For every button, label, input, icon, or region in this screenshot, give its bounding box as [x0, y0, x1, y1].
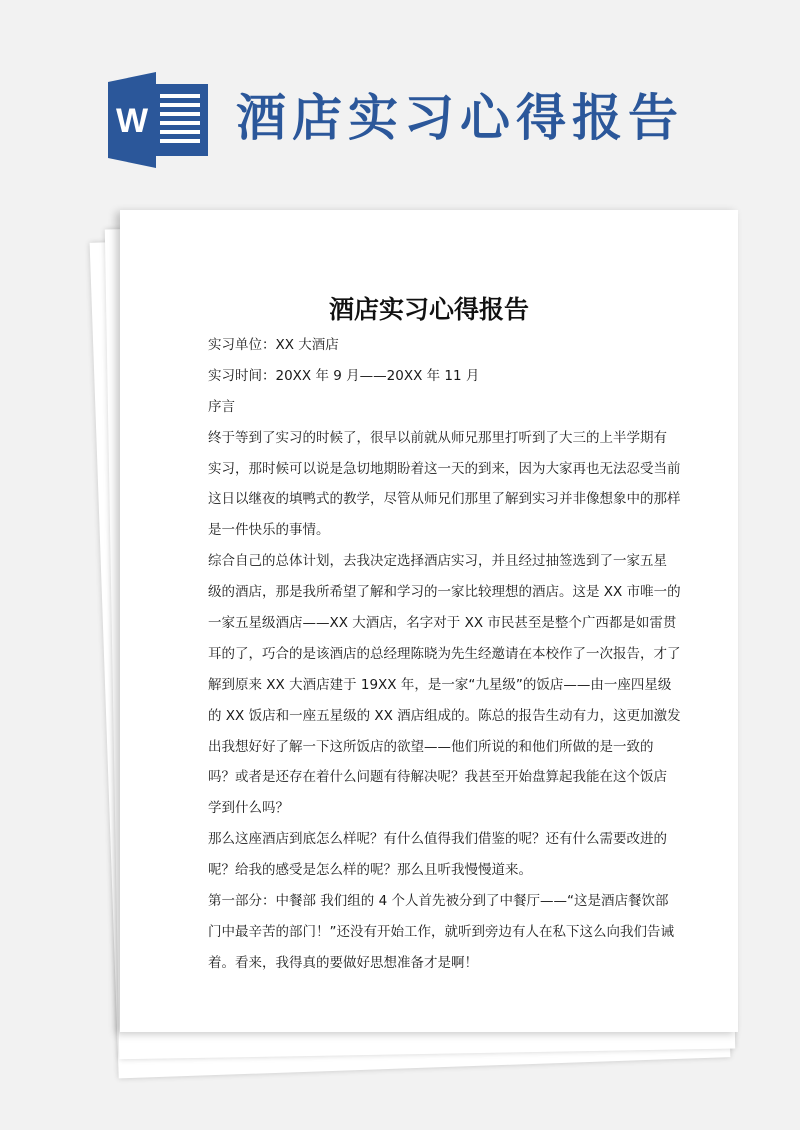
document-page	[120, 210, 738, 1032]
text-line: 门中最辛苦的部门！”还没有开始工作，就听到旁边有人在私下这么向我们告诫	[208, 923, 674, 940]
text-line: 耳的了，巧合的是该酒店的总经理陈晓为先生经邀请在本校作了一次报告，才了	[208, 645, 681, 662]
text-line: 实习时间：20XX 年 9 月——20XX 年 11 月	[208, 367, 480, 384]
text-line: 的 XX 饭店和一座五星级的 XX 酒店组成的。陈总的报告生动有力，这更加激发	[208, 707, 681, 724]
text-line: 实习，那时候可以说是急切地期盼着这一天的到来，因为大家再也无法忍受当前	[208, 460, 681, 477]
text-line: 实习单位：XX 大酒店	[208, 337, 339, 353]
logo-letter: W	[115, 102, 149, 140]
text-line: 序言	[208, 398, 235, 415]
word-logo-icon	[108, 72, 212, 168]
text-line: 吗？或者是还存在着什么问题有待解决呢？我甚至开始盘算起我能在这个饭店	[208, 769, 667, 786]
text-line: 终于等到了实习的时候了，很早以前就从师兄那里打听到了大三的上半学期有	[208, 429, 667, 446]
text-line: 出我想好好了解一下这所饭店的欲望——他们所说的和他们所做的是一致的	[208, 738, 654, 755]
text-line: 一家五星级酒店——XX 大酒店，名字对于 XX 市民甚至是整个广西都是如雷贯	[208, 615, 677, 632]
text-line: 着。看来，我得真的要做好思想准备才是啊！	[208, 954, 478, 971]
text-line: 这日以继夜的填鸭式的教学，尽管从师兄们那里了解到实习并非像想象中的那样	[208, 491, 681, 508]
text-line: 学到什么吗？	[208, 800, 289, 817]
text-line: 是一件快乐的事情。	[208, 522, 330, 539]
text-line: 第一部分：中餐部 我们组的 4 个人首先被分到了中餐厅——“这是酒店餐饮部	[208, 893, 669, 910]
text-line: 呢？给我的感受是怎么样的呢？那么且听我慢慢道来。	[208, 862, 532, 879]
text-line: 解到原来 XX 大酒店建于 19XX 年，是一家“九星级”的饭店——由一座四星级	[208, 676, 672, 693]
banner-title: 酒店实习心得报告	[236, 89, 684, 147]
document-title: 酒店实习心得报告	[328, 295, 529, 324]
text-line: 那么这座酒店到底怎么样呢？有什么值得我们借鉴的呢？还有什么需要改进的	[208, 831, 667, 848]
text-line: 综合自己的总体计划，去我决定选择酒店实习，并且经过抽签选到了一家五星	[208, 553, 667, 570]
document-body	[208, 330, 681, 979]
text-line: 级的酒店，那是我所希望了解和学习的一家比较理想的酒店。这是 XX 市唯一的	[208, 584, 681, 601]
